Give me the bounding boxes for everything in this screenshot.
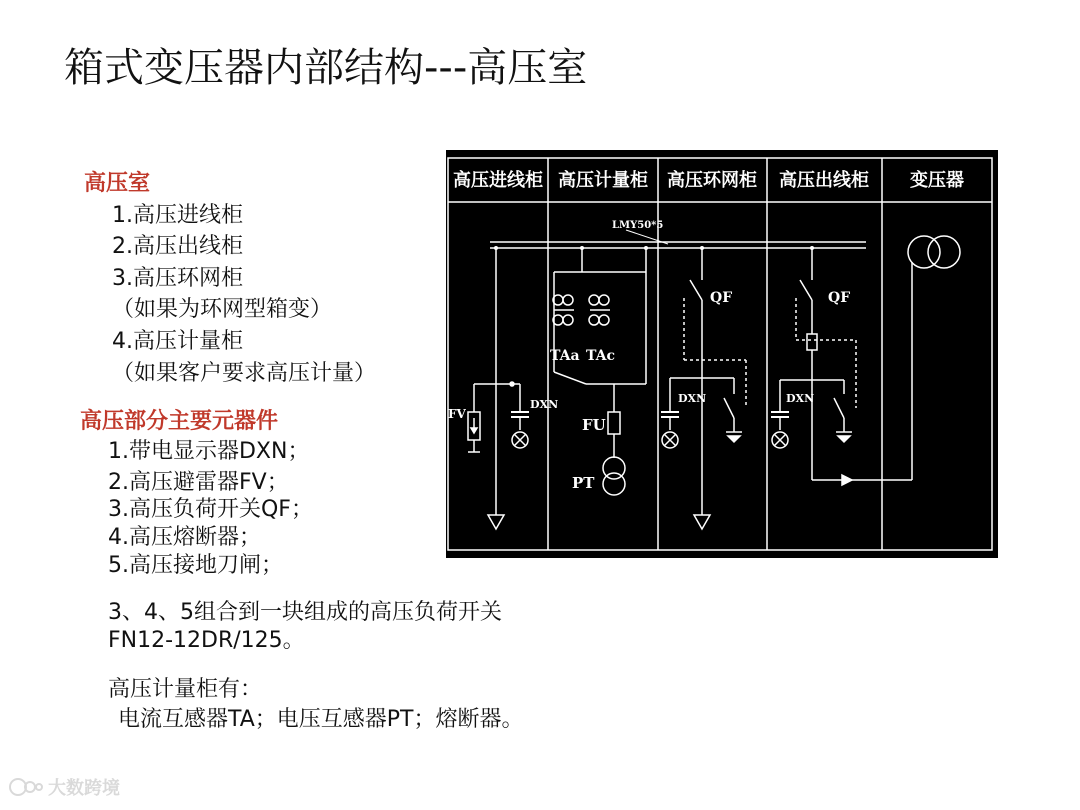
note-line: 电流互感器TA；电压互感器PT；熔断器。 xyxy=(118,707,524,732)
label-dxn: DXN xyxy=(530,398,559,411)
load-switch-qf xyxy=(800,280,812,300)
label-pt: PT xyxy=(572,474,595,492)
note-line: FN12-12DR/125。 xyxy=(108,628,305,653)
list-item: 2.高压出线柜 xyxy=(112,234,243,259)
label-fv: FV xyxy=(448,407,466,421)
note-line: 高压计量柜有： xyxy=(108,677,263,702)
diagram-canvas xyxy=(446,150,998,558)
label-qf: QF xyxy=(710,290,733,306)
header-ring-main: 高压环网柜 xyxy=(667,170,757,191)
list-item: 4.高压熔断器； xyxy=(108,525,261,550)
header-outgoing: 高压出线柜 xyxy=(779,170,869,191)
list-item-note: （如果客户要求高压计量） xyxy=(112,361,377,386)
fuse-fu-symbol xyxy=(608,412,620,434)
list-item: 4.高压计量柜 xyxy=(112,329,243,354)
earthing-switch xyxy=(724,398,734,418)
watermark-logo-icon xyxy=(8,775,44,799)
load-switch-qf xyxy=(690,280,702,300)
hv-fuse-symbol xyxy=(807,334,817,350)
watermark xyxy=(8,774,120,800)
label-fu: FU xyxy=(582,416,606,434)
list-item: 1.带电显示器DXN； xyxy=(108,439,310,464)
header-incoming: 高压进线柜 xyxy=(453,170,543,191)
label-dxn: DXN xyxy=(678,392,707,405)
section-heading-components: 高压部分主要元器件 xyxy=(80,409,279,434)
page-title: 箱式变压器内部结构---高压室 xyxy=(64,45,588,91)
list-item: 3.高压负荷开关QF； xyxy=(108,497,313,522)
ct-c-symbol xyxy=(589,295,599,305)
list-item: 3.高压环网柜 xyxy=(112,266,243,291)
meter-box-edge xyxy=(554,372,586,384)
ground-triangle xyxy=(694,515,710,529)
label-busbar: LMY50*5 xyxy=(612,220,664,231)
header-metering: 高压计量柜 xyxy=(558,170,648,191)
list-item: 2.高压避雷器FV； xyxy=(108,470,289,495)
label-tac: TAc xyxy=(586,348,616,364)
section-heading-hv-room: 高压室 xyxy=(84,171,151,196)
diagram-frame xyxy=(448,158,992,550)
transformer-symbol xyxy=(908,236,940,268)
junction-dot xyxy=(510,382,514,386)
list-item: 1.高压进线柜 xyxy=(112,203,243,228)
note-line: 3、4、5组合到一块组成的高压负荷开关 xyxy=(108,600,502,625)
hv-room-diagram xyxy=(446,150,998,558)
list-item-note: （如果为环网型箱变） xyxy=(112,297,333,322)
label-dxn: DXN xyxy=(786,392,815,405)
label-qf: QF xyxy=(828,290,851,306)
watermark-text: 大数跨境 xyxy=(48,778,120,799)
header-transformer: 变压器 xyxy=(910,170,964,191)
label-taa: TAa xyxy=(550,348,580,364)
ground-triangle xyxy=(488,515,504,529)
earthing-switch xyxy=(834,398,844,418)
list-item: 5.高压接地刀闸； xyxy=(108,553,283,578)
